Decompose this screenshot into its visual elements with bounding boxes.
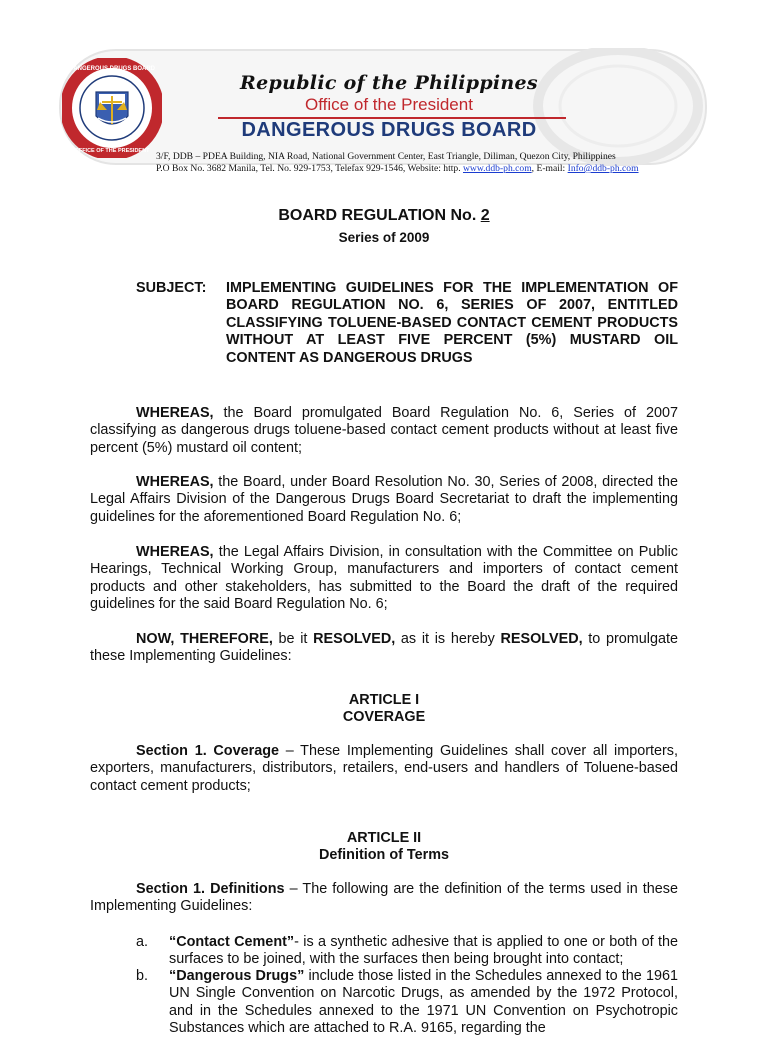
republic-heading: Republic of the Philippines [240,72,538,94]
definition-term: “Contact Cement” [169,934,295,950]
whereas-text: the Legal Affairs Division, in consultation with the Committee on Public Hearings, Technical Working Group, manufacturers and importers of contact cement products and other stakeholders, has submitted to the Board the draft of the required guidelines for the said Board Regulation No. 6; [90,544,678,613]
definition-text: include those listed in the Schedules annexed to the 1961 UN Single Convention on Narcotic Drugs, as amended by the 1972 Protocol, and in the Schedules annexed to the 1971 UN Convention on Psychotropic Substances which are attached to R.A. 9165, regarding the [169,968,678,1037]
definition-text: - is a synthetic adhesive that is applied to one or both of the surfaces to be joined, with the surfaces then being brought into contact; [169,934,678,968]
subject-label: SUBJECT: [136,280,207,296]
resolved-tail: to promulgate these Implementing Guidelines: [90,631,679,665]
section-text: – These Implementing Guidelines shall cover all importers, exporters, manufacturers, distributors, retailers, end-users and handlers of Toluene-based contact cement products; [90,743,678,794]
article-2-heading: ARTICLE II [346,830,422,846]
whereas-paragraph [90,544,678,614]
whereas-text: the Board, under Board Resolution No. 30, Series of 2008, directed the Legal Affairs Division of the Dangerous Drugs Board Secretariat to draft the implementing guidelines for the aforementioned Board Regulation No. 6; [90,474,678,525]
address-line-2-text: P.O Box No. 3682 Manila, Tel. No. 929-1753, Telefax 929-1546, Website: http. [156,163,463,174]
office-heading: Office of the President [305,95,473,114]
article-2-subheading: Definition of Terms [318,847,450,863]
whereas-lead: WHEREAS, [136,405,214,421]
seal-text: DANGEROUS DRUGS BOARD [68,66,156,72]
article-1-heading: ARTICLE I [348,692,420,708]
website-link[interactable]: www.ddb-ph.com [463,163,532,174]
article-1-section-1 [90,743,678,795]
address-line-2 [156,163,639,175]
regulation-number: 2 [480,207,490,224]
resolved-paragraph [90,631,678,666]
section-lead: Section 1. Definitions [136,881,285,897]
seal-text-bottom: OFFICE OF THE PRESIDENT [74,148,150,154]
list-item-marker: a. [136,934,149,950]
whereas-lead: WHEREAS, [136,544,214,560]
whereas-paragraph [90,474,678,526]
regulation-series: Series of 2009 [338,230,430,245]
address-line-1: 3/F, DDB – PDEA Building, NIA Road, National Government Center, East Triangle, Diliman, Quezon City, Philippines [156,151,616,162]
list-item [169,968,678,1038]
board-heading: DANGEROUS DRUGS BOARD [241,119,537,141]
regulation-title-prefix: BOARD REGULATION No. [278,207,481,224]
resolved-mid-1: be it [272,631,314,647]
whereas-text: the Board promulgated Board Regulation No. 6, Series of 2007 classifying as dangerous drugs toluene-based contact cement products without at least five percent (5%) mustard oil content; [90,405,678,456]
whereas-paragraph [90,405,678,457]
section-text: – The following are the definition of the terms used in these Implementing Guidelines: [90,881,679,915]
list-item-marker: b. [136,968,149,984]
email-prefix: , E-mail: [531,163,568,174]
resolved-lead: NOW, THEREFORE, [136,631,273,647]
email-link[interactable]: Info@ddb-ph.com [567,163,639,174]
definition-term: “Dangerous Drugs” [169,968,305,984]
resolved-mid-2: as it is hereby [395,631,501,647]
article-1-subheading: COVERAGE [342,709,426,725]
resolved-word-1: RESOLVED, [313,631,396,647]
whereas-lead: WHEREAS, [136,474,214,490]
letterhead-address [156,151,639,175]
list-item [169,934,678,969]
article-2-section-1 [90,881,678,916]
section-lead: Section 1. Coverage [136,743,279,759]
regulation-title [0,207,768,224]
subject-text: IMPLEMENTING GUIDELINES FOR THE IMPLEMENTATION OF BOARD REGULATION NO. 6, SERIES OF 2007, ENTITLED CLASSIFYING TOLUENE-BASED CONTACT CEMENT PRODUCTS WITHOUT AT LEAST FIVE PERCENT (5%) MUSTARD OIL CONTENT AS DANGEROUS DRUGS [226,280,678,366]
resolved-word-2: RESOLVED, [500,631,583,647]
